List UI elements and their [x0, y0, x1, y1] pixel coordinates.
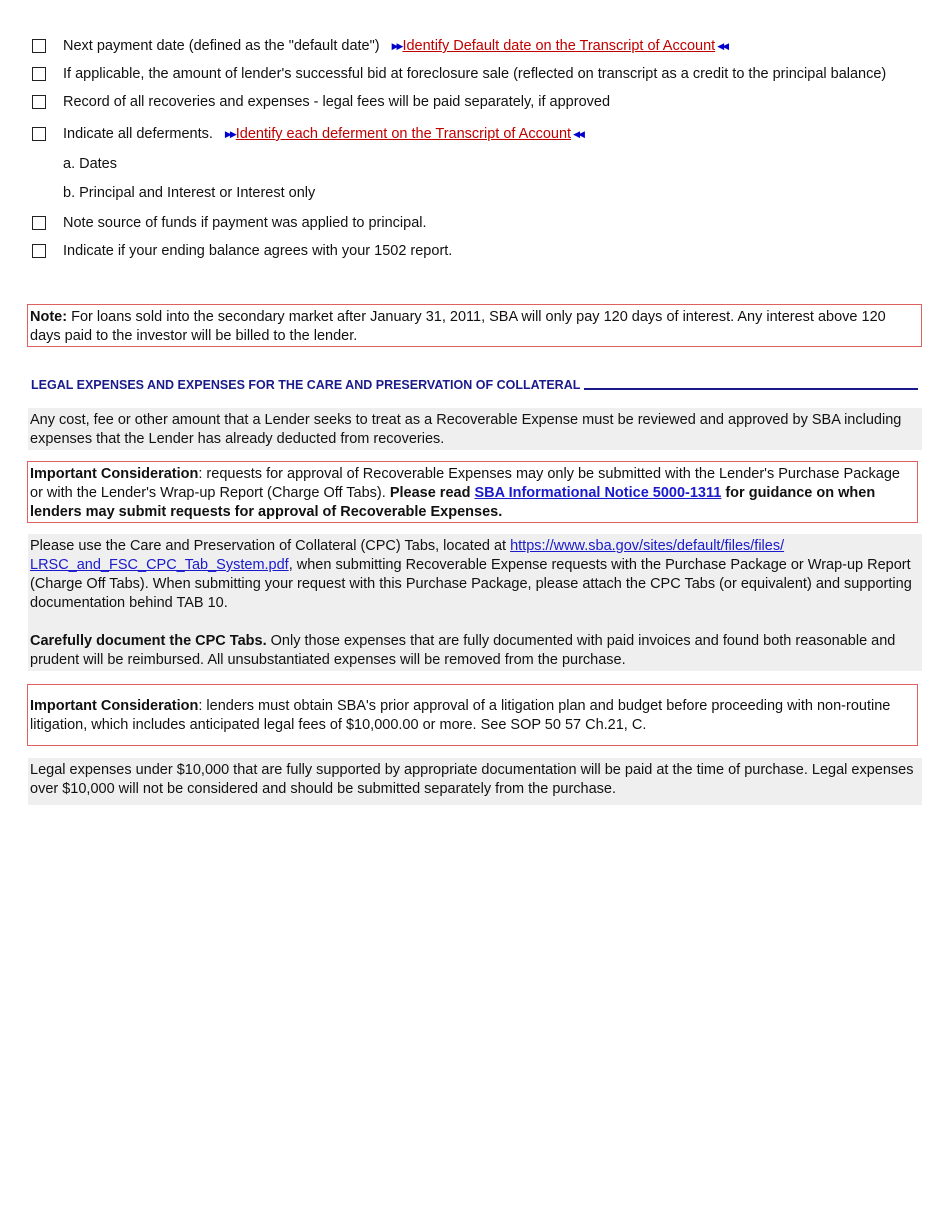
note-box: [27, 304, 922, 347]
important-bold-pre: Please read: [389, 485, 475, 501]
sub-item-principal-interest: b. Principal and Interest or Interest only: [63, 185, 316, 201]
checkbox[interactable]: [32, 67, 46, 81]
paragraph-text: Any cost, fee or other amount that a Lender seeks to treat as a Recoverable Expense must be reviewed and approved by SBA including expenses that the Lender has already deducted from recoveries.: [30, 412, 902, 447]
recoverable-expense-paragraph: [28, 408, 922, 450]
important-text: : lenders must obtain SBA's prior approval of a litigation plan and budget before proceeding with non-routine litigation, which includes anticipated legal fees of $10,000.00 or more. See SOP 50 57 Ch.21, C.: [30, 698, 891, 733]
document-cpc-paragraph: [28, 629, 922, 671]
sba-informational-notice-link[interactable]: SBA Informational Notice 5000-1311: [474, 485, 722, 501]
cpc-tabs-paragraph: [28, 534, 922, 629]
section-heading: [31, 378, 918, 392]
checklist-item-text: Indicate all deferments.: [63, 126, 213, 142]
checklist-item-text: Record of all recoveries and expenses - legal fees will be paid separately, if approved: [63, 94, 611, 110]
checkbox[interactable]: [32, 244, 46, 258]
checkbox[interactable]: [32, 95, 46, 109]
important-bold-post: for guidance on when lenders may submit requests for approval of Recoverable Expenses.: [30, 485, 876, 520]
identify-deferment-link[interactable]: Identify each deferment on the Transcript of Account: [235, 126, 572, 142]
identify-default-date-link[interactable]: Identify Default date on the Transcript of Account: [402, 38, 716, 54]
checklist-item-deferments: [32, 126, 583, 142]
cpc-tabs-url-link[interactable]: https://www.sba.gov/sites/default/files/files/: [510, 538, 785, 554]
checkbox[interactable]: [32, 127, 46, 141]
checklist-item-ending-balance: [32, 243, 452, 259]
checkbox[interactable]: [32, 39, 46, 53]
paragraph-text: Only those expenses that are fully documented with paid invoices and found both reasonable and prudent will be reimbursed. All unsubstantiated expenses will be removed from the purchase.: [30, 633, 896, 668]
checklist-item-source-of-funds: [32, 215, 427, 231]
sub-item-dates: a. Dates: [63, 156, 117, 172]
checklist-item-text: Indicate if your ending balance agrees with your 1502 report.: [63, 243, 453, 259]
checklist-item-default-date: [32, 38, 727, 54]
paragraph-text-post: , when submitting Recoverable Expense requests with the Purchase Package or Wrap-up Report (Charge Off Tabs). When submitting your request with this Purchase Package, please attach the CPC Tabs (or equivalent) and supporting documentation behind TAB 10.: [30, 557, 912, 611]
paragraph-text-pre: Please use the Care and Preservation of Collateral (CPC) Tabs, located at: [30, 538, 511, 554]
checklist-item-foreclosure-bid: [32, 66, 886, 82]
note-label: Note:: [30, 309, 68, 325]
legal-expenses-paragraph: [28, 758, 922, 805]
important-consideration-box-1: [27, 461, 918, 523]
important-label: Important Consideration: [30, 466, 199, 482]
arrow-right-icon: ▶▶: [224, 128, 235, 139]
important-label: Important Consideration: [30, 698, 199, 714]
checklist-item-text: Note source of funds if payment was applied to principal.: [63, 215, 427, 231]
important-text: : requests for approval of Recoverable Expenses may only be submitted with the Lender's Purchase Package or with the Lender's Wrap-up Report (Charge Off Tabs).: [30, 466, 900, 501]
arrow-right-icon: ▶▶: [391, 40, 402, 51]
heading-rule: [584, 388, 918, 390]
important-consideration-box-2: [27, 684, 918, 746]
cpc-tabs-url-link-continued[interactable]: LRSC_and_FSC_CPC_Tab_System.pdf: [30, 557, 289, 573]
arrow-left-icon: ◀◀: [717, 40, 728, 51]
checklist-item-recoveries: [32, 94, 610, 110]
paragraph-bold: Carefully document the CPC Tabs.: [30, 633, 267, 649]
arrow-left-icon: ◀◀: [573, 128, 583, 139]
checklist-item-text: Next payment date (defined as the "default date"): [63, 38, 380, 54]
checkbox[interactable]: [32, 216, 46, 230]
checklist-item-text: If applicable, the amount of lender's successful bid at foreclosure sale (reflected on transcript as a credit to the principal balance): [63, 66, 887, 82]
paragraph-text: Legal expenses under $10,000 that are fully supported by appropriate documentation will be paid at the time of purchase. Legal expenses over $10,000 will not be considered and should be submitted separately from the purchase.: [30, 762, 914, 797]
note-text: For loans sold into the secondary market after January 31, 2011, SBA will only pay 120 days of interest. Any interest above 120 days paid to the investor will be billed to the lender.: [30, 309, 886, 344]
section-heading-text: LEGAL EXPENSES AND EXPENSES FOR THE CARE AND PRESERVATION OF COLLATERAL: [31, 378, 581, 392]
